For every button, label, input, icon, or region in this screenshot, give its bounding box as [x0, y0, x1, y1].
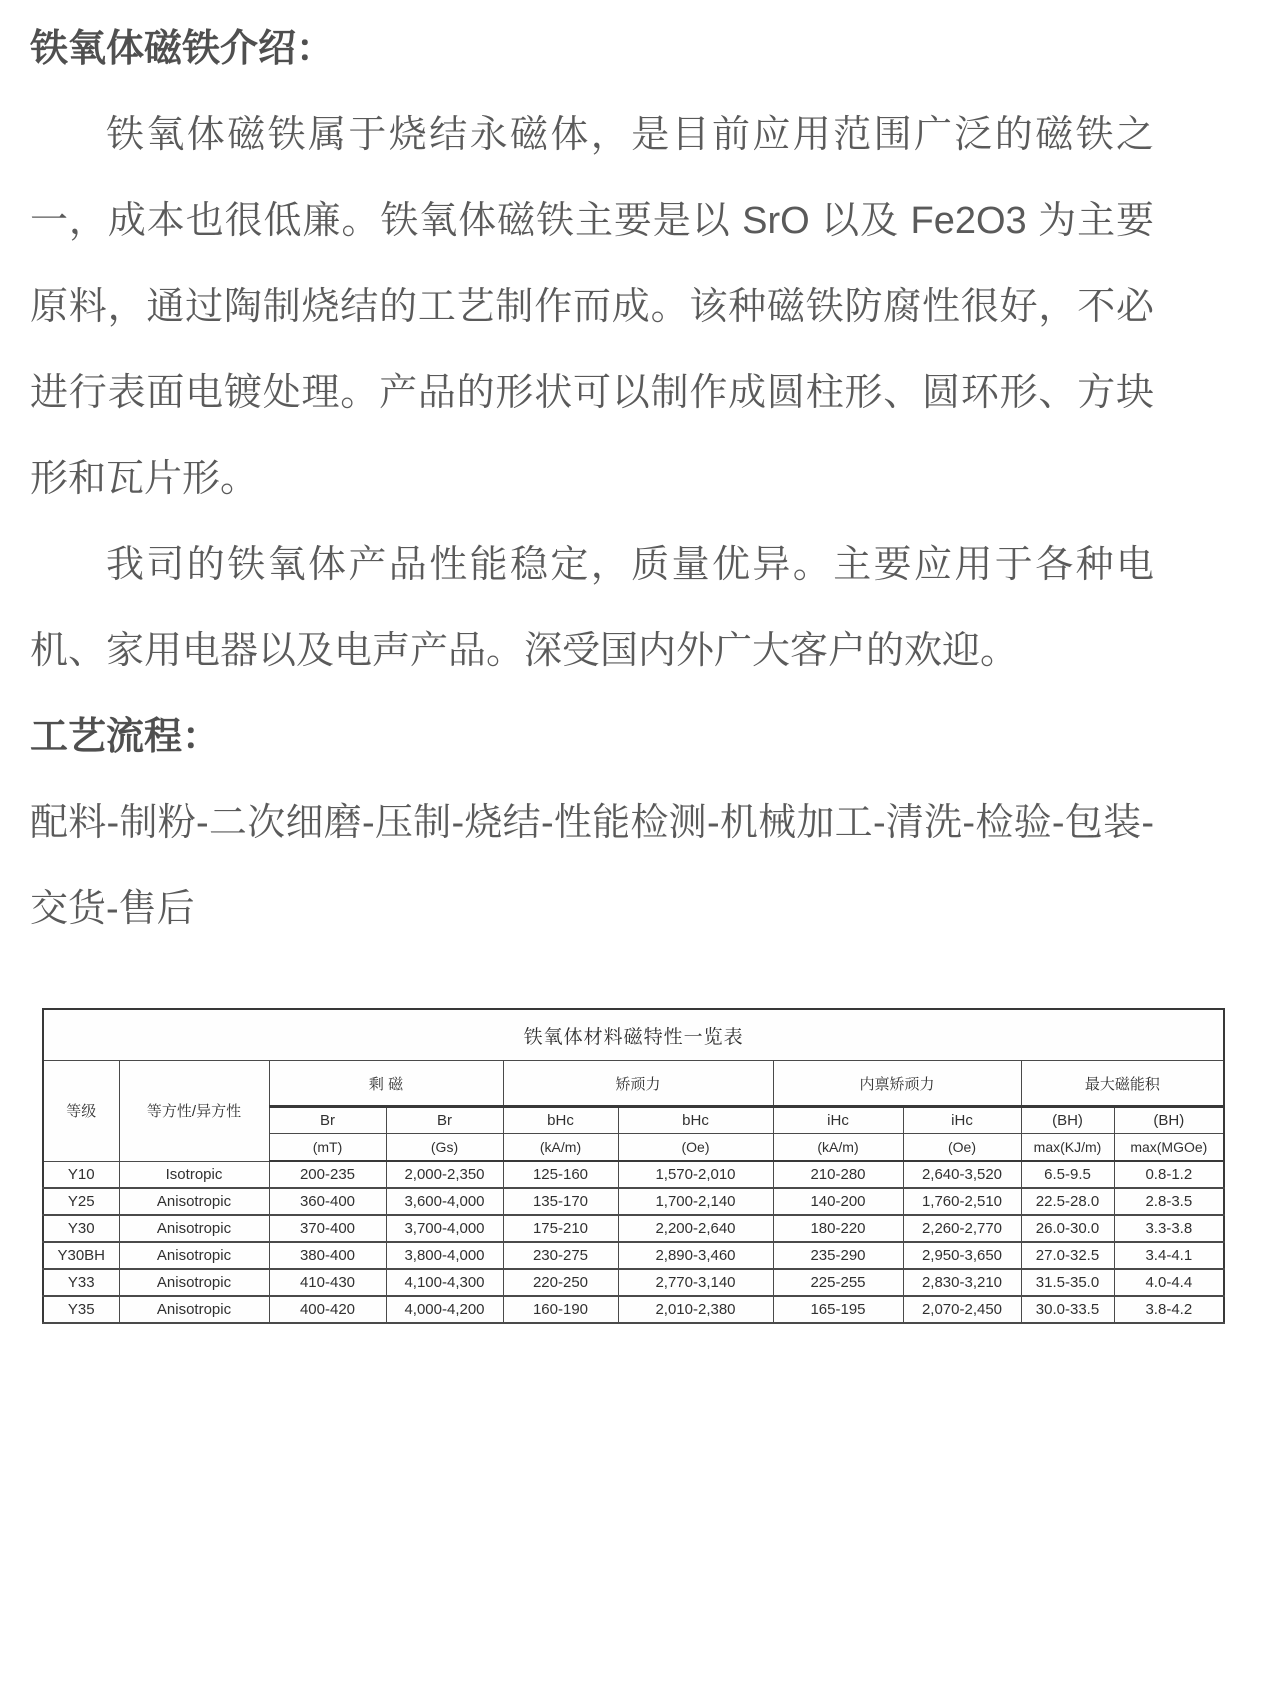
table-group-header-row	[43, 1061, 1224, 1107]
table-row	[43, 1242, 1224, 1269]
table-cell: Y30	[43, 1215, 119, 1242]
table-cell: 410-430	[269, 1269, 386, 1296]
table-row	[43, 1269, 1224, 1296]
column-header-ihc-oe: iHc	[903, 1107, 1021, 1134]
table-cell: 3,800-4,000	[386, 1242, 503, 1269]
spec-table	[42, 1008, 1225, 1324]
table-cell: 30.0-33.5	[1021, 1296, 1114, 1323]
table-row	[43, 1296, 1224, 1323]
table-cell: 4,000-4,200	[386, 1296, 503, 1323]
unit-bhc-kam: (kA/m)	[503, 1134, 618, 1162]
table-cell: 2,070-2,450	[903, 1296, 1021, 1323]
table-cell: Y33	[43, 1269, 119, 1296]
table-cell: 160-190	[503, 1296, 618, 1323]
table-cell: 3,700-4,000	[386, 1215, 503, 1242]
table-cell: 400-420	[269, 1296, 386, 1323]
column-header-isotropy: 等方性/异方性	[119, 1061, 269, 1162]
table-cell: 2,010-2,380	[618, 1296, 773, 1323]
table-cell: 140-200	[773, 1188, 903, 1215]
table-cell: Anisotropic	[119, 1242, 269, 1269]
table-cell: 4,100-4,300	[386, 1269, 503, 1296]
table-cell: Anisotropic	[119, 1188, 269, 1215]
table-cell: 200-235	[269, 1161, 386, 1188]
table-cell: Anisotropic	[119, 1215, 269, 1242]
table-cell: 3.4-4.1	[1114, 1242, 1224, 1269]
column-group-remanence: 剩 磁	[269, 1061, 503, 1107]
unit-bh-mgoe: max(MGOe)	[1114, 1134, 1224, 1162]
table-cell: 3,600-4,000	[386, 1188, 503, 1215]
column-header-grade: 等级	[43, 1061, 119, 1162]
table-cell: 2,950-3,650	[903, 1242, 1021, 1269]
table-row	[43, 1188, 1224, 1215]
table-cell: 380-400	[269, 1242, 386, 1269]
table-cell: 2.8-3.5	[1114, 1188, 1224, 1215]
table-cell: 4.0-4.4	[1114, 1269, 1224, 1296]
table-cell: 370-400	[269, 1215, 386, 1242]
table-cell: 220-250	[503, 1269, 618, 1296]
table-cell: 6.5-9.5	[1021, 1161, 1114, 1188]
intro-paragraph-2: 我司的铁氧体产品性能稳定，质量优异。主要应用于各种电机、家用电器以及电声产品。深受国内外广大客户的欢迎。	[30, 544, 1154, 672]
unit-ihc-kam: (kA/m)	[773, 1134, 903, 1162]
column-header-ihc-kam: iHc	[773, 1107, 903, 1134]
column-header-br-mt: Br	[269, 1107, 386, 1134]
text-block	[30, 6, 1154, 952]
intro-paragraph-1: 铁氧体磁铁属于烧结永磁体，是目前应用范围广泛的磁铁之一，成本也很低廉。铁氧体磁铁主要是以 SrO 以及 Fe2O3 为主要原料，通过陶制烧结的工艺制作而成。该种磁铁防腐性很好，不必进行表面电镀处理。产品的形状可以制作成圆柱形、圆环形、方块形和瓦片形。	[30, 114, 1154, 500]
table-cell: 2,640-3,520	[903, 1161, 1021, 1188]
table-cell: 360-400	[269, 1188, 386, 1215]
table-cell: 230-275	[503, 1242, 618, 1269]
table-cell: 180-220	[773, 1215, 903, 1242]
table-cell: 2,770-3,140	[618, 1269, 773, 1296]
spec-table-body	[43, 1161, 1224, 1323]
unit-bhc-oe: (Oe)	[618, 1134, 773, 1162]
table-cell: Isotropic	[119, 1161, 269, 1188]
column-group-intrinsic-coercive-force: 内禀矫顽力	[773, 1061, 1021, 1107]
column-header-bhc-oe: bHc	[618, 1107, 773, 1134]
process-heading: 工艺流程：	[30, 716, 221, 758]
unit-bh-kjm: max(KJ/m)	[1021, 1134, 1114, 1162]
table-title-row	[43, 1009, 1224, 1061]
column-header-bhc-kam: bHc	[503, 1107, 618, 1134]
table-cell: 1,760-2,510	[903, 1188, 1021, 1215]
intro-heading: 铁氧体磁铁介绍：	[30, 28, 335, 70]
process-flow-text: 配料-制粉-二次细磨-压制-烧结-性能检测-机械加工-清洗-检验-包装-交货-售后	[30, 802, 1154, 930]
table-cell: 125-160	[503, 1161, 618, 1188]
table-cell: 27.0-32.5	[1021, 1242, 1114, 1269]
table-cell: 1,700-2,140	[618, 1188, 773, 1215]
table-cell: 3.3-3.8	[1114, 1215, 1224, 1242]
table-cell: 2,830-3,210	[903, 1269, 1021, 1296]
table-cell: 26.0-30.0	[1021, 1215, 1114, 1242]
column-header-br-gs: Br	[386, 1107, 503, 1134]
column-header-bh-kjm: (BH)	[1021, 1107, 1114, 1134]
column-group-coercive-force: 矫顽力	[503, 1061, 773, 1107]
table-title: 铁氧体材料磁特性一览表	[43, 1009, 1224, 1061]
table-cell: Y10	[43, 1161, 119, 1188]
table-cell: 22.5-28.0	[1021, 1188, 1114, 1215]
table-cell: 2,890-3,460	[618, 1242, 773, 1269]
table-cell: 235-290	[773, 1242, 903, 1269]
column-header-bh-mgoe: (BH)	[1114, 1107, 1224, 1134]
table-cell: Anisotropic	[119, 1296, 269, 1323]
table-cell: Anisotropic	[119, 1269, 269, 1296]
table-cell: 135-170	[503, 1188, 618, 1215]
table-row	[43, 1215, 1224, 1242]
table-row	[43, 1161, 1224, 1188]
table-cell: 1,570-2,010	[618, 1161, 773, 1188]
table-cell: 175-210	[503, 1215, 618, 1242]
table-cell: 2,000-2,350	[386, 1161, 503, 1188]
table-cell: Y30BH	[43, 1242, 119, 1269]
unit-br-mt: (mT)	[269, 1134, 386, 1162]
table-cell: Y35	[43, 1296, 119, 1323]
table-cell: 0.8-1.2	[1114, 1161, 1224, 1188]
table-cell: 165-195	[773, 1296, 903, 1323]
table-cell: 2,200-2,640	[618, 1215, 773, 1242]
table-cell: 210-280	[773, 1161, 903, 1188]
unit-br-gs: (Gs)	[386, 1134, 503, 1162]
unit-ihc-oe: (Oe)	[903, 1134, 1021, 1162]
table-cell: Y25	[43, 1188, 119, 1215]
table-cell: 225-255	[773, 1269, 903, 1296]
column-group-max-energy-product: 最大磁能积	[1021, 1061, 1224, 1107]
table-cell: 3.8-4.2	[1114, 1296, 1224, 1323]
table-cell: 2,260-2,770	[903, 1215, 1021, 1242]
table-cell: 31.5-35.0	[1021, 1269, 1114, 1296]
